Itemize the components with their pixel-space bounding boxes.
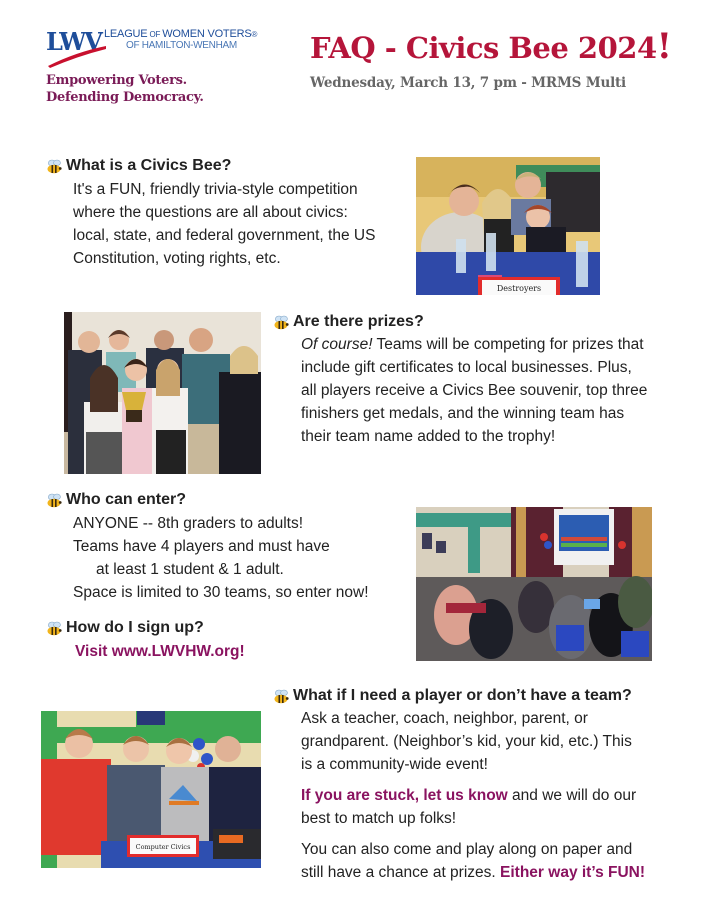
faq-answer-who-can-enter: ANYONE -- 8th graders to adults! Teams have 4 players and must have at least 1 student & 1 adult. Space is limited to 30 teams, so enter now!: [73, 515, 369, 601]
faq-answer-what-is: It's a FUN, friendly trivia-style competition where the questions are all about civics: local, state, and federal government, the US Constitution, voting rights, etc.: [73, 181, 376, 267]
tagline: Empowering Voters. Defending Democracy.: [46, 73, 204, 105]
faq-question-who-can-enter: Who can enter?: [46, 491, 186, 509]
fun-callout: Either way it’s FUN!: [500, 864, 646, 881]
stuck-callout: If you are stuck, let us know: [301, 787, 508, 804]
signup-link[interactable]: Visit www.LWVHW.org!: [75, 643, 245, 660]
photo-team-computer-civics: [41, 711, 261, 868]
photo-trophy-winners: [64, 312, 261, 474]
bee-icon: [46, 159, 63, 174]
svg-text:Computer Civics: Computer Civics: [135, 843, 191, 851]
bee-icon: [46, 493, 63, 508]
faq-question-need-player: What if I need a player or don’t have a team?: [273, 687, 632, 705]
svg-text:LWV: LWV: [46, 28, 101, 56]
event-details: Wednesday, March 13, 7 pm - MRMS Multi: [310, 75, 626, 91]
lwv-logo-mark: [46, 28, 106, 68]
faq-answer-prizes: Of course! Teams will be competing for prizes that include gift certificates to local businesses. Plus, all players receive a Civics Bee souvenir, top three finishers get medals, and the winning team has their team name added to the trophy!: [301, 336, 648, 445]
faq-question-what-is: What is a Civics Bee?: [46, 157, 231, 175]
photo-event-crowd: [416, 507, 652, 661]
bee-icon: [46, 621, 63, 636]
org-name: LEAGUE OF WOMEN VOTERS® OF HAMILTON-WENHAM: [104, 28, 258, 51]
faq-answer-need-player: Ask a teacher, coach, neighbor, parent, or grandparent. (Neighbor’s kid, your kid, etc.) This is a community-wide event! If you are stuck, let us know and we will do our best to match up folks! You can also come and play along on paper and still have a chance at prizes. Either way it’s FUN!: [301, 710, 646, 881]
photo-team-destroyers: [416, 157, 600, 295]
page-title: FAQ - Civics Bee 2024!: [310, 26, 672, 67]
bee-icon: [273, 689, 290, 704]
faq-question-prizes: Are there prizes?: [273, 313, 424, 331]
svg-text:Destroyers: Destroyers: [496, 284, 542, 293]
bee-icon: [273, 315, 290, 330]
faq-question-sign-up: How do I sign up?: [46, 619, 204, 637]
